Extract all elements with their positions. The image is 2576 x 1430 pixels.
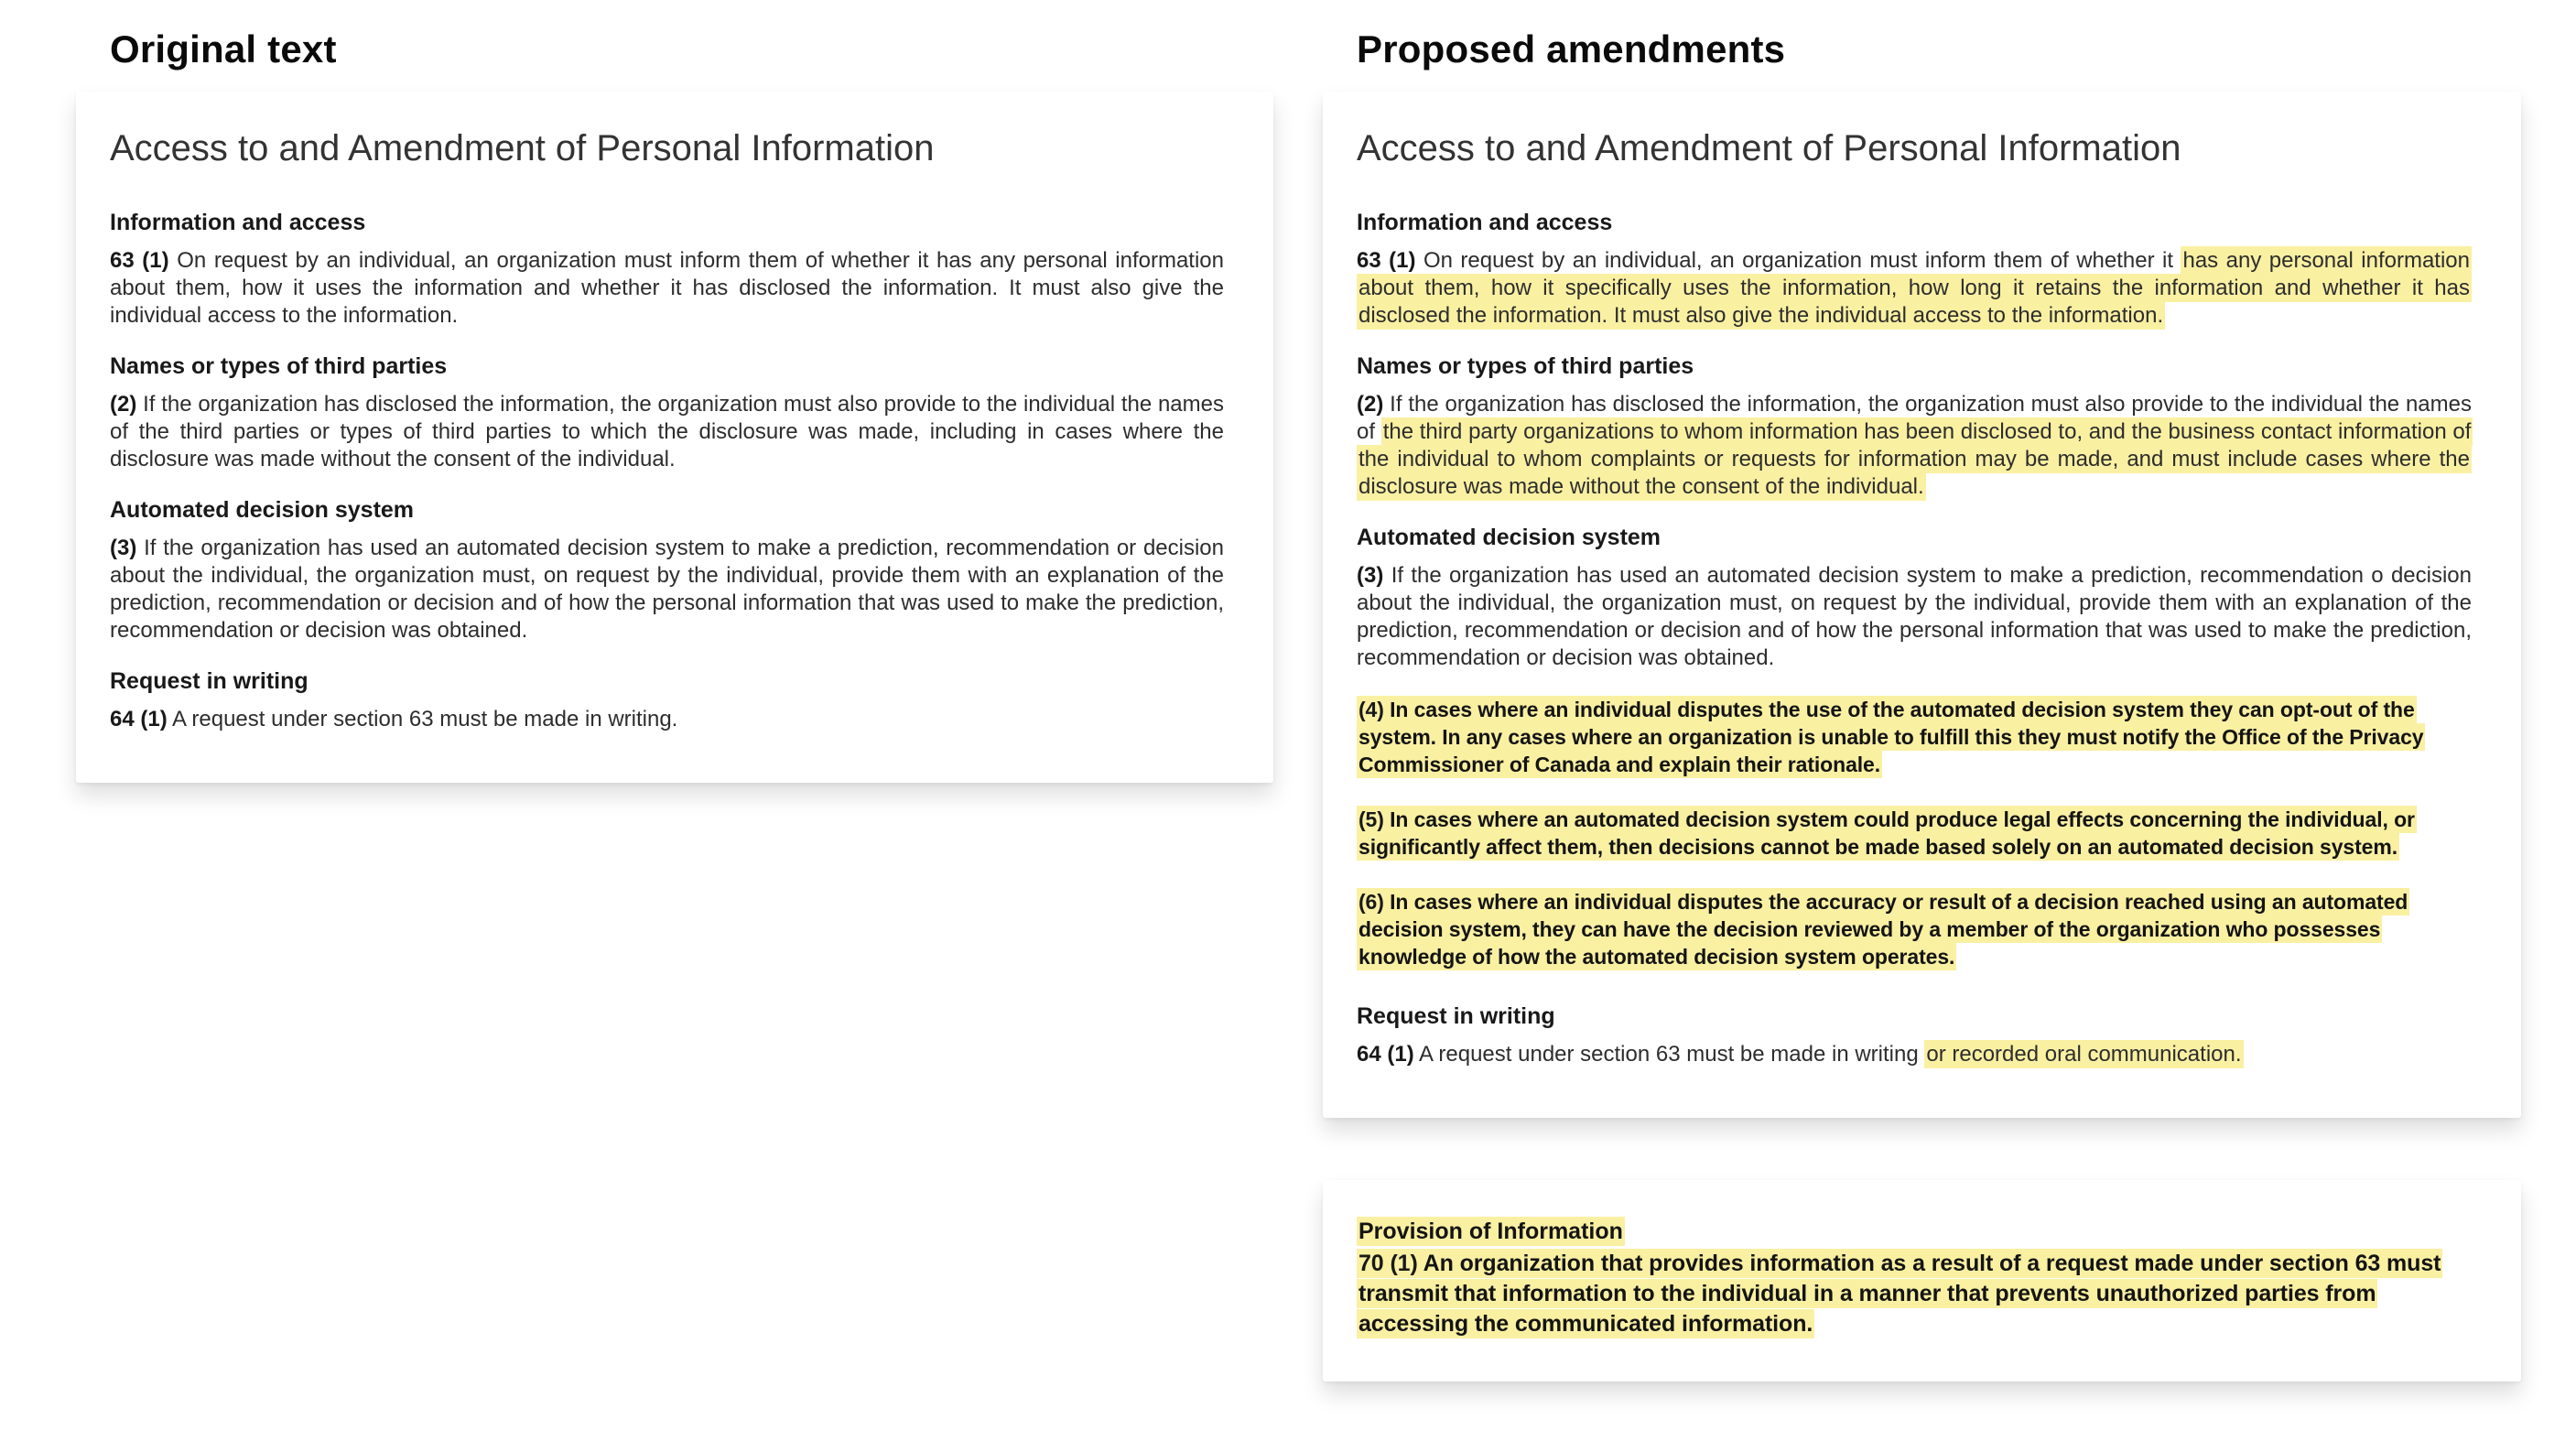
proposed-amendments-panel bbox=[1323, 27, 2521, 1381]
new-clause-5 bbox=[1357, 806, 2472, 861]
amendments-card bbox=[1323, 92, 2521, 1118]
paragraph-text: In cases where an individual disputes the accuracy or result of a decision reached using an automated decision system, they can have the decision reviewed by a member of the organization who possesses knowledge of how the automated decision system operates. bbox=[1358, 890, 2408, 969]
section-label-64-1: 64 (1) bbox=[1357, 1042, 1414, 1067]
original-text-card bbox=[76, 92, 1273, 783]
section-label-3: (3) bbox=[1357, 563, 1384, 588]
highlighted-amendment-text: Provision of Information bbox=[1358, 1219, 1623, 1244]
highlighted-amendment-text bbox=[1357, 1249, 2442, 1338]
section-label-2: (2) bbox=[1357, 392, 1384, 417]
section-label-64-1: 64 (1) bbox=[110, 707, 168, 731]
paragraph-text: An organization that provides information as a result of a request made under section 63 must transmit that information to the individual in a manner that prevents unauthorized parties from accessing the communicated information. bbox=[1358, 1251, 2441, 1337]
section-heading-provision-of-information bbox=[1357, 1219, 2472, 1245]
paragraph-text: On request by an individual, an organization must inform them of whether it bbox=[1423, 248, 2181, 273]
paragraph-63-1-amended bbox=[1357, 247, 2472, 330]
paragraph-63-1 bbox=[110, 247, 1224, 330]
highlighted-amendment-text: the third party organizations to whom information has been disclosed to, and the business contact information of the individual to whom complaints or requests for information may be made, and must include cases where the disclosure was made without the consent of the individual. bbox=[1358, 419, 2472, 499]
section-label-5: (5) bbox=[1358, 807, 1384, 831]
section-label-2: (2) bbox=[110, 392, 137, 417]
paragraph-64-1 bbox=[110, 706, 1224, 733]
section-heading-names-or-types: Names or types of third parties bbox=[110, 353, 448, 379]
paragraph-text: If the organization has disclosed the information, the organization must also provide to the individual the names of the third parties or types of third parties to which the disclosure was made, including in cases where the disclosure was made without the consent of the individual. bbox=[110, 392, 1224, 471]
document-title-amendments: Access to and Amendment of Personal Information bbox=[1357, 128, 2181, 168]
paragraph-text: If the organization has disclosed the information, the organization must also provide to the individual the names of bbox=[1357, 392, 2472, 444]
paragraph-text: In cases where an automated decision system could produce legal effects concerning the individual, or significantly affect them, then decisions cannot be made based solely on an automated decision system. bbox=[1358, 807, 2415, 859]
panel-heading-original: Original text bbox=[110, 27, 337, 70]
highlighted-amendment-text bbox=[1357, 696, 2425, 778]
paragraph-70-1 bbox=[1357, 1249, 2472, 1339]
document-title-original: Access to and Amendment of Personal Information bbox=[110, 128, 935, 168]
original-text-panel bbox=[76, 27, 1273, 783]
paragraph-text: A request under section 63 must be made in writing bbox=[1419, 1042, 1925, 1067]
paragraph-2 bbox=[110, 391, 1224, 473]
paragraph-2-amended bbox=[1357, 391, 2472, 501]
section-label-63-1: 63 (1) bbox=[110, 248, 169, 273]
paragraph-text: On request by an individual, an organization must inform them of whether it has any personal information about them, how it uses the information and whether it has disclosed the information. It must also give the individual access to the information. bbox=[110, 248, 1224, 328]
paragraph-text: In cases where an individual disputes the use of the automated decision system they can opt-out of the system. In any cases where an organization is unable to fulfill this they must notify the Office of the Privacy Commissioner of Canada and explain their rationale. bbox=[1358, 698, 2424, 776]
section-heading-automated-decision: Automated decision system bbox=[1357, 525, 1661, 550]
highlighted-amendment-text bbox=[1357, 806, 2417, 861]
paragraph-64-1-amended bbox=[1357, 1041, 2472, 1068]
section-heading-information-and-access: Information and access bbox=[1357, 210, 1613, 235]
paragraph-text: A request under section 63 must be made in writing. bbox=[172, 707, 678, 731]
section-heading-names-or-types: Names or types of third parties bbox=[1357, 353, 1694, 379]
provision-of-information-card bbox=[1323, 1180, 2521, 1381]
section-heading-request-in-writing: Request in writing bbox=[1357, 1003, 1555, 1029]
section-label-70-1: 70 (1) bbox=[1358, 1251, 1418, 1276]
panel-heading-amendments: Proposed amendments bbox=[1357, 27, 1786, 70]
paragraph-text: If the organization has used an automated decision system to make a prediction, recommendation o decision about the individual, the organization must, on request by the individual, provide them with an explanation of the prediction, recommendation or decision and of how the personal information that was used to make the prediction, recommendation or decision was obtained. bbox=[1357, 563, 2473, 670]
section-label-63-1: 63 (1) bbox=[1357, 248, 1416, 273]
new-clause-4 bbox=[1357, 696, 2472, 778]
highlighted-amendment-text: or recorded oral communication. bbox=[1926, 1042, 2242, 1067]
section-heading-information-and-access: Information and access bbox=[110, 210, 366, 235]
section-label-6: (6) bbox=[1358, 890, 1384, 914]
section-heading-automated-decision: Automated decision system bbox=[110, 497, 415, 523]
section-label-4: (4) bbox=[1358, 698, 1384, 721]
section-heading-request-in-writing: Request in writing bbox=[110, 668, 308, 694]
paragraph-3-amended bbox=[1357, 562, 2472, 672]
paragraph-text: If the organization has used an automated decision system to make a prediction, recommendation or decision about the individual, the organization must, on request by the individual, provide them with an explanation of the prediction, recommendation or decision and of how the personal information that was used to make the prediction, recommendation or decision was obtained. bbox=[110, 536, 1224, 643]
section-label-3: (3) bbox=[110, 536, 137, 560]
new-clause-6 bbox=[1357, 888, 2472, 970]
paragraph-3 bbox=[110, 535, 1224, 645]
highlighted-amendment-text bbox=[1357, 888, 2409, 970]
highlighted-amendment-text: has any personal information about them, how it specifically uses the information, how long it retains the information and whether it has disclosed the information. It must also give the individual access to the information. bbox=[1358, 248, 2471, 328]
